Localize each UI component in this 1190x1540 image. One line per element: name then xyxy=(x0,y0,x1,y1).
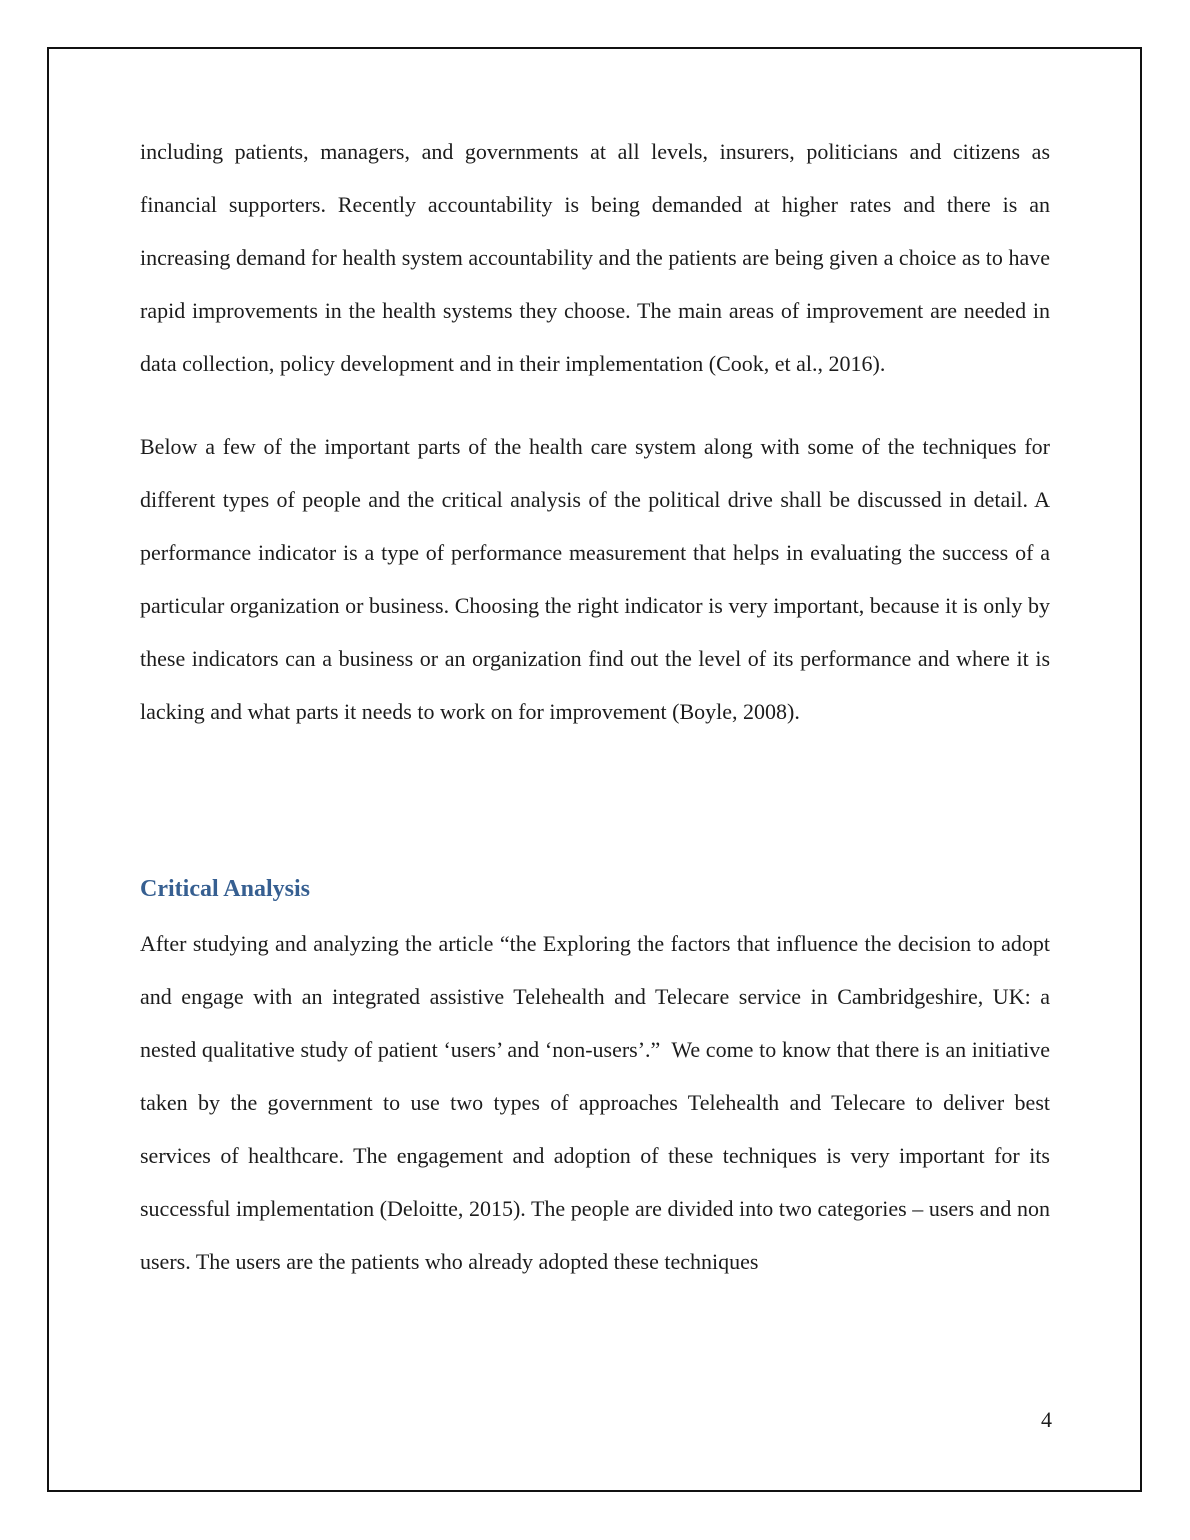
paragraph-performance-indicator: Below a few of the important parts of the health care system along with some of the techniques for different types of people and the critical analysis of the political drive shall be discussed in detail. A performance indicator is a type of performance measurement that helps in evaluating the success of a particular organization or business. Choosing the right indicator is very important, because it is only by these indicators can a business or an organization find out the level of its performance and where it is lacking and what parts it needs to work on for improvement (Boyle, 2008). xyxy=(140,434,1050,724)
page-content xyxy=(140,0,1050,1288)
section-heading-critical-analysis: Critical Analysis xyxy=(140,876,311,902)
paragraph-critical-analysis: After studying and analyzing the article “the Exploring the factors that influence the decision to adopt and engage with an integrated assistive Telehealth and Telecare service in Cambridgeshire, UK: a nested qualitative study of patient ‘users’ and ‘non-users’.” We come to know that there is an initiative taken by the government to use two types of approaches Telehealth and Telecare to deliver best services of healthcare. The engagement and adoption of these techniques is very important for its successful implementation (Deloitte, 2015). The people are divided into two categories – users and non users. The users are the patients who already adopted these techniques xyxy=(140,931,1050,1274)
page-number: 4 xyxy=(1041,1407,1052,1432)
paragraph-accountability: including patients, managers, and governments at all levels, insurers, politicians and citizens as financial supporters. Recently accountability is being demanded at higher rates and there is an increasing demand for health system accountability and the patients are being given a choice as to have rapid improvements in the health systems they choose. The main areas of improvement are needed in data collection, policy development and in their implementation (Cook, et al., 2016). xyxy=(140,139,1050,376)
